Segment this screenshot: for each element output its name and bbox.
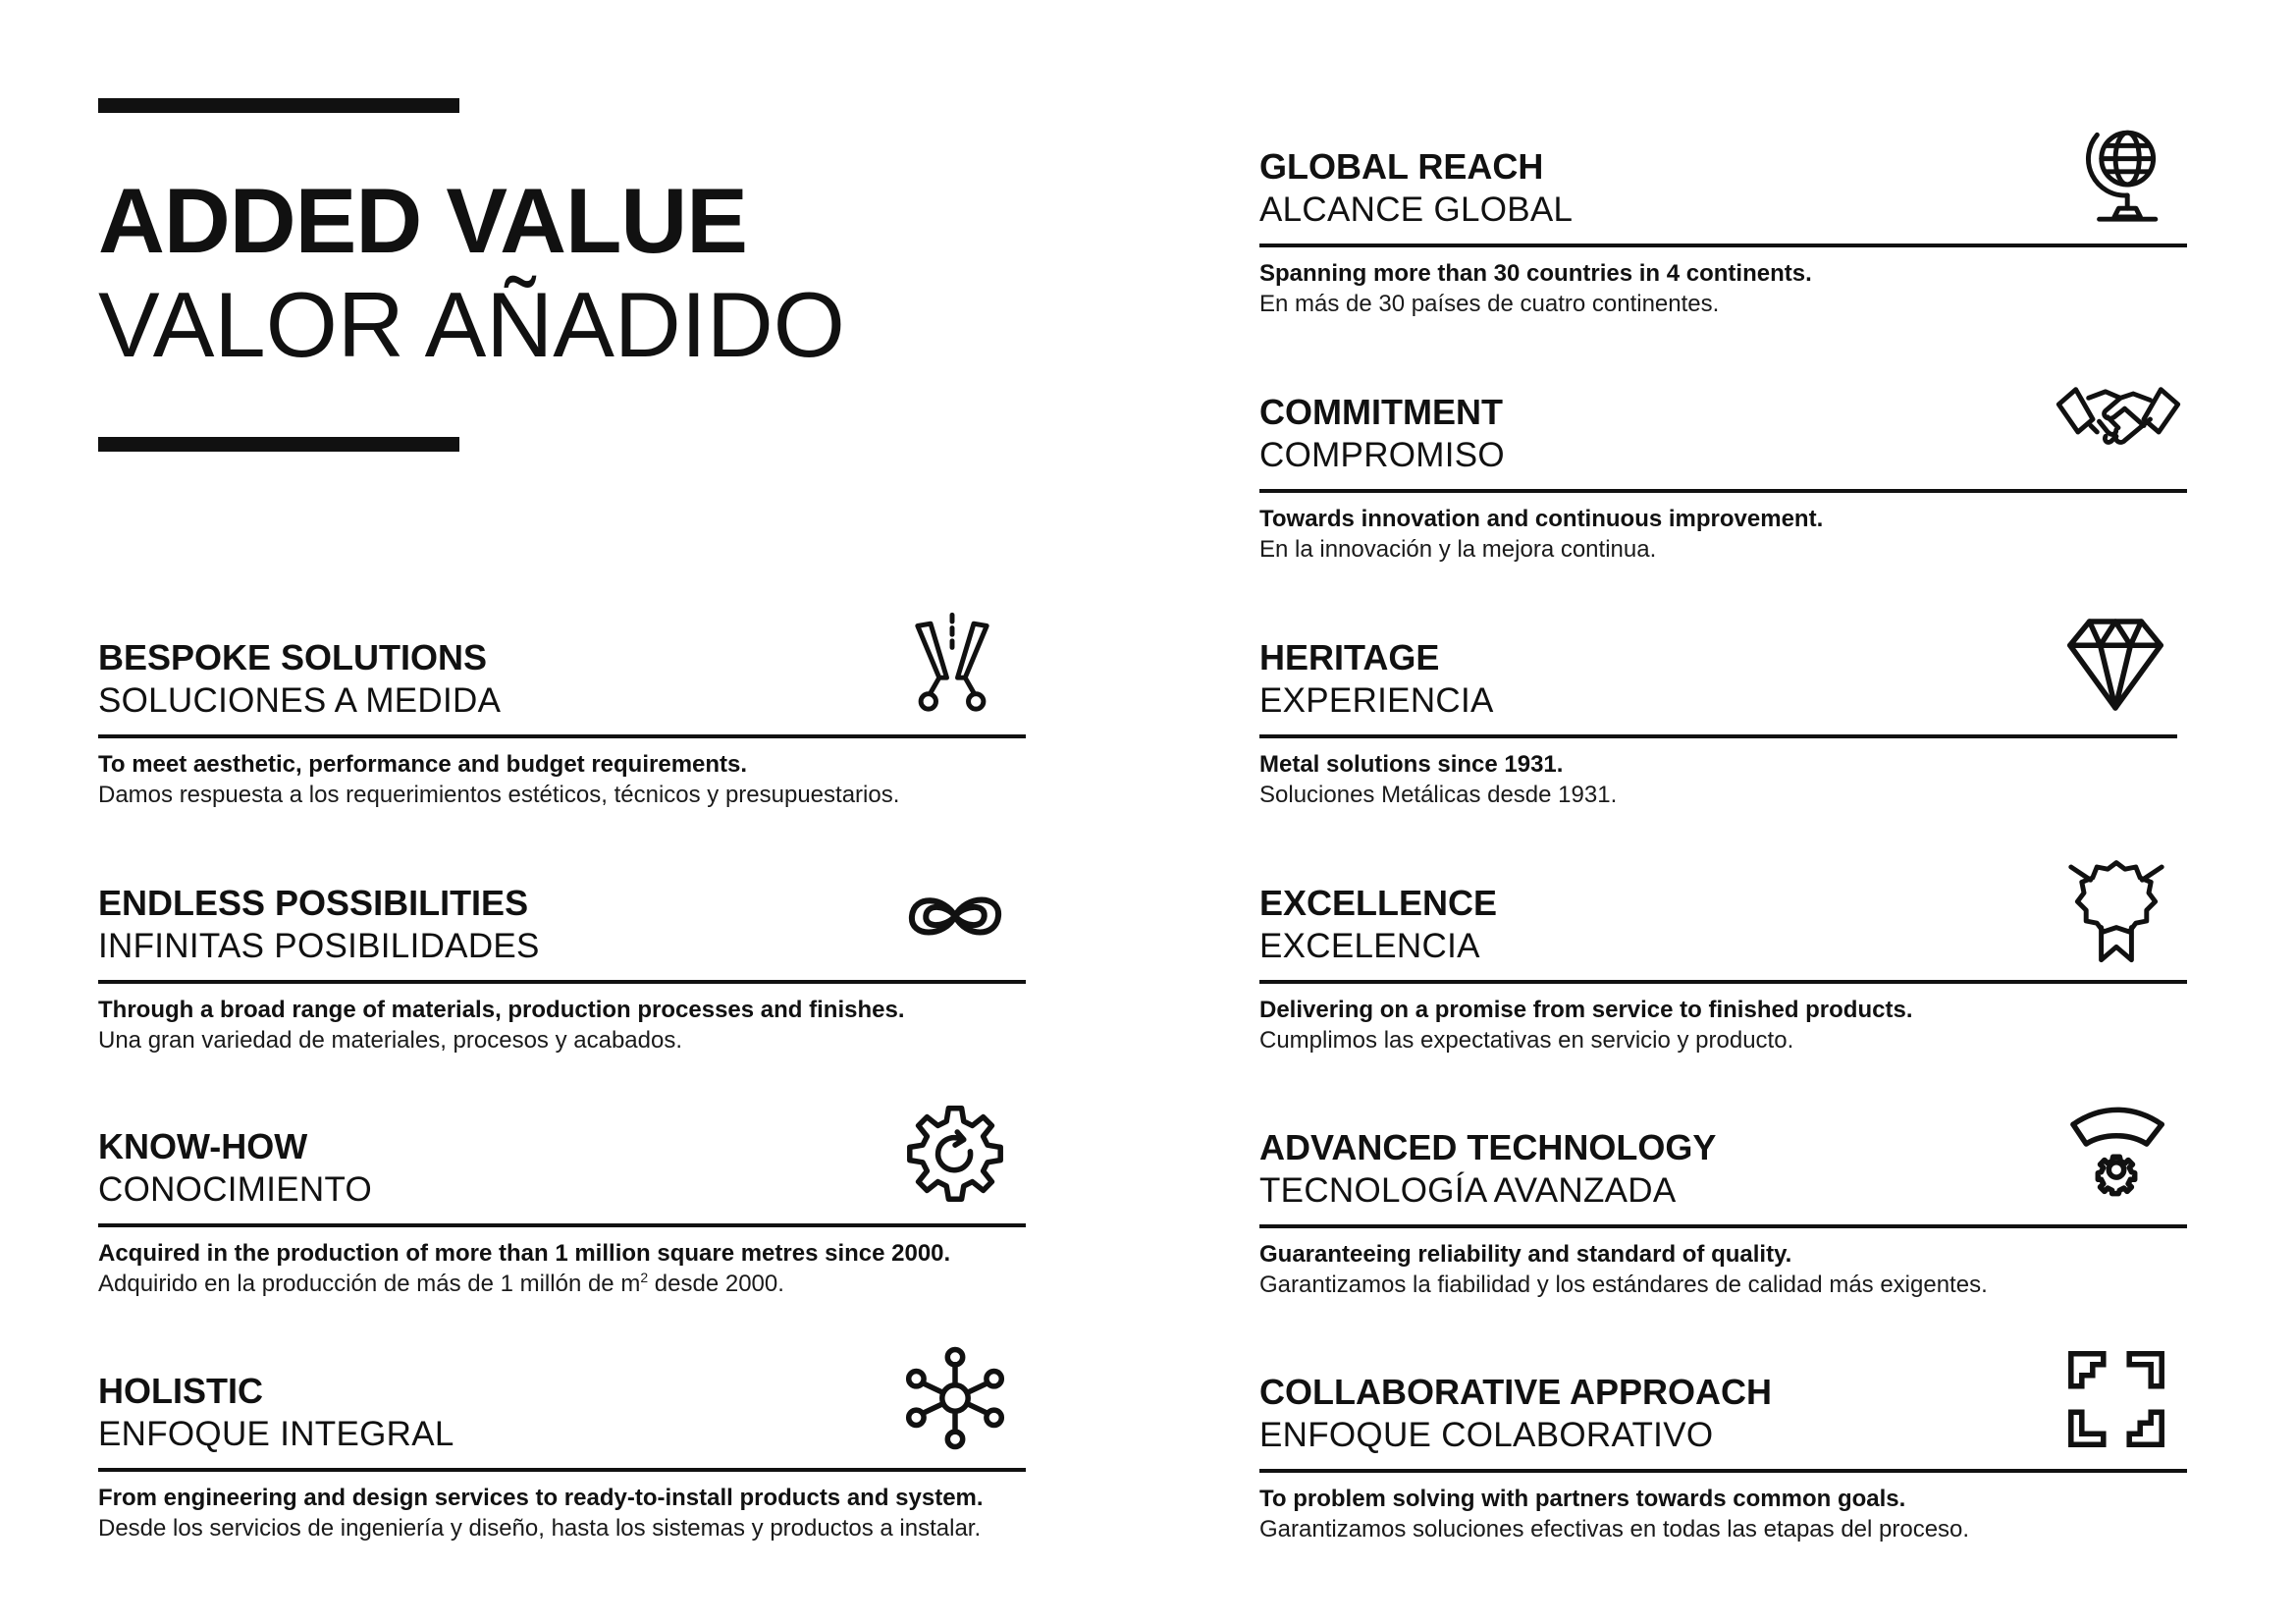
feature-title: HOLISTIC [98,1371,263,1411]
feature-divider [98,734,1026,738]
feature-divider [1259,980,2187,984]
feature-subtitle: COMPROMISO [1259,436,1505,474]
bottom-rule [98,437,459,452]
feature-description-spanish: Garantizamos soluciones efectivas en todas las etapas del proceso. [1259,1516,1970,1543]
feature-description: From engineering and design services to ready-to-install products and system. [98,1485,984,1511]
feature-subtitle: ENFOQUE INTEGRAL [98,1415,454,1453]
feature-description: Metal solutions since 1931. [1259,751,1564,778]
feature-description-spanish: Adquirido en la producción de más de 1 millón de $m^2$ desde 2000. [98,1270,784,1297]
handshake-icon [2055,365,2182,473]
feature-description-spanish: En más de 30 países de cuatro continentes. [1259,291,1720,317]
feature-divider [98,980,1026,984]
feature-description: Spanning more than 30 countries in 4 continents. [1259,260,1812,287]
feature-description-spanish: Cumplimos las expectativas en servicio y producto. [1259,1027,1794,1054]
infinity-icon [901,862,1009,970]
feature-title: EXCELLENCE [1259,883,1498,923]
page-title-spanish: VALOR AÑADIDO [98,273,845,376]
feature-divider [1259,489,2187,493]
feature-description-spanish: Desde los servicios de ingeniería y diseño, hasta los sistemas y productos a instalar. [98,1515,982,1542]
feature-description: Towards innovation and continuous improvement. [1259,506,1824,532]
feature-title: KNOW-HOW [98,1126,308,1166]
feature-title: GLOBAL REACH [1259,146,1544,187]
puzzle-frame-icon [2062,1345,2170,1453]
feature-title: COLLABORATIVE APPROACH [1259,1372,1772,1412]
feature-subtitle: ALCANCE GLOBAL [1259,190,1574,229]
award-icon [2062,856,2170,964]
feature-description: Guaranteeing reliability and standard of quality. [1259,1241,1792,1268]
page-heading [98,169,845,376]
feature-divider [1259,1469,2187,1473]
feature-title: COMMITMENT [1259,392,1503,432]
network-icon [901,1344,1009,1452]
feature-divider [1259,244,2187,247]
scissors-icon [898,611,1006,719]
feature-divider [1259,734,2177,738]
feature-subtitle: CONOCIMIENTO [98,1170,373,1209]
feature-subtitle: INFINITAS POSIBILIDADES [98,927,540,965]
feature-subtitle: ENFOQUE COLABORATIVO [1259,1416,1714,1454]
feature-subtitle: TECNOLOGÍA AVANZADA [1259,1171,1677,1210]
globe-icon [2071,120,2179,228]
feature-title: BESPOKE SOLUTIONS [98,637,488,677]
feature-divider [98,1223,1026,1227]
feature-title: ENDLESS POSSIBILITIES [98,883,529,923]
feature-description-spanish: Soluciones Metálicas desde 1931. [1259,782,1618,808]
top-rule [98,98,459,113]
page-title: ADDED VALUE [98,169,747,272]
feature-title: HERITAGE [1259,637,1440,677]
feature-subtitle: EXCELENCIA [1259,927,1480,965]
feature-description-spanish: En la innovación y la mejora continua. [1259,536,1657,563]
feature-title: ADVANCED TECHNOLOGY [1259,1127,1717,1167]
feature-description-spanish: Damos respuesta a los requerimientos estéticos, técnicos y presupuestarios. [98,782,900,808]
feature-description: Delivering on a promise from service to finished products. [1259,997,1913,1023]
feature-subtitle: SOLUCIONES A MEDIDA [98,681,502,720]
wireless-gear-icon [2062,1101,2170,1209]
feature-description: Acquired in the production of more than 1 million square metres since 2000. [98,1240,951,1267]
feature-description: To problem solving with partners towards common goals. [1259,1486,1906,1512]
feature-description-spanish: Una gran variedad de materiales, procesos y acabados. [98,1027,683,1054]
feature-description-spanish: Garantizamos la fiabilidad y los estándares de calidad más exigentes. [1259,1272,1988,1298]
gear-icon [901,1100,1009,1208]
feature-divider [98,1468,1026,1472]
feature-description: To meet aesthetic, performance and budget requirements. [98,751,748,778]
diamond-icon [2061,611,2169,719]
feature-divider [1259,1224,2187,1228]
feature-description: Through a broad range of materials, production processes and finishes. [98,997,905,1023]
feature-subtitle: EXPERIENCIA [1259,681,1494,720]
